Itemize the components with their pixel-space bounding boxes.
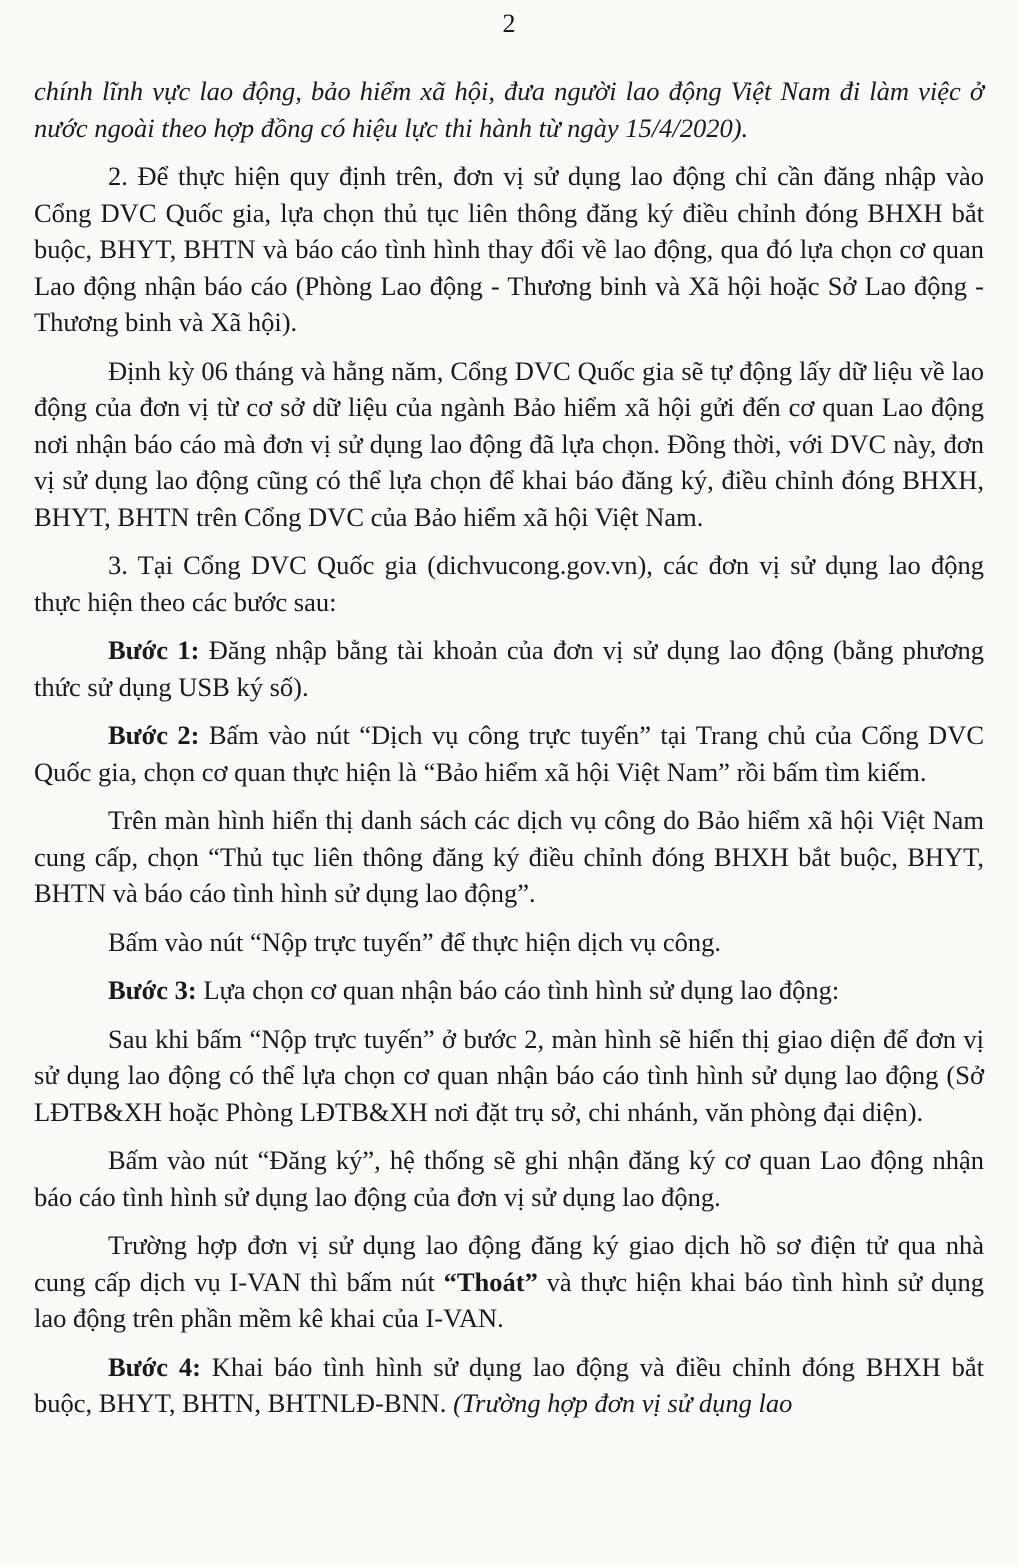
step-3-label: Bước 3:	[108, 975, 197, 1005]
exit-button-label: “Thoát”	[443, 1266, 538, 1297]
step-1-text: Đăng nhập bằng tài khoản của đơn vị sử dụng lao động (bằng phương thức sử dụng USB ký số).	[34, 635, 984, 702]
service-list-paragraph: Trên màn hình hiển thị danh sách các dịch vụ công do Bảo hiểm xã hội Việt Nam cung cấp, chọn “Thủ tục liên thông đăng ký điều chỉnh đóng BHXH bắt buộc, BHYT, BHTN và báo cáo tình hình sử dụng lao động”.	[34, 805, 984, 908]
section-2-paragraph: 2. Để thực hiện quy định trên, đơn vị sử dụng lao động chỉ cần đăng nhập vào Cổng DVC Quốc gia, lựa chọn thủ tục liên thông đăng ký điều chỉnh đóng BHXH bắt buộc, BHYT, BHTN và báo cáo tình hình thay đổi về lao động, qua đó lựa chọn cơ quan Lao động nhận báo cáo (Phòng Lao động - Thương binh và Xã hội hoặc Sở Lao động - Thương binh và Xã hội).	[34, 161, 984, 337]
intro-continuation-paragraph: chính lĩnh vực lao động, bảo hiểm xã hội, đưa người lao động Việt Nam đi làm việc ở nước ngoài theo hợp đồng có hiệu lực thi hành từ ngày 15/4/2020).	[34, 76, 984, 143]
step-4-label: Bước 4:	[108, 1351, 201, 1382]
ivan-text-before: Trường hợp đơn vị sử dụng lao động đăng ký giao dịch hồ sơ điện tử qua nhà cung cấp dịch vụ I-VAN thì bấm nút	[34, 1230, 984, 1297]
step-2-paragraph	[34, 717, 984, 790]
after-submit-paragraph: Sau khi bấm “Nộp trực tuyến” ở bước 2, màn hình sẽ hiển thị giao diện để đơn vị sử dụng lao động có thể lựa chọn cơ quan nhận báo cáo tình hình sử dụng lao động (Sở LĐTB&XH hoặc Phòng LĐTB&XH nơi đặt trụ sở, chi nhánh, văn phòng đại diện).	[34, 1023, 984, 1127]
step-4-text: Khai báo tình hình sử dụng lao động và điều chỉnh đóng BHXH bắt buộc, BHYT, BHTN, BHTNLĐ-BNN.	[34, 1351, 985, 1418]
step-1-paragraph	[34, 632, 984, 705]
ivan-paragraph	[34, 1227, 984, 1337]
step-4-paragraph	[34, 1349, 984, 1422]
step-2-text: Bấm vào nút “Dịch vụ công trực tuyến” tại Trang chủ của Cổng DVC Quốc gia, chọn cơ quan thực hiện là “Bảo hiểm xã hội Việt Nam” rồi bấm tìm kiếm.	[34, 720, 985, 787]
ivan-text-after: và thực hiện khai báo tình hình sử dụng lao động trên phần mềm kê khai của I-VAN.	[34, 1266, 984, 1333]
step-2-label: Bước 2:	[108, 720, 200, 750]
submit-online-paragraph: Bấm vào nút “Nộp trực tuyến” để thực hiện dịch vụ công.	[108, 926, 722, 957]
step-3-paragraph	[34, 972, 984, 1009]
step-4-italic-note: (Trường hợp đơn vị sử dụng lao	[453, 1388, 793, 1418]
register-paragraph: Bấm vào nút “Đăng ký”, hệ thống sẽ ghi nhận đăng ký cơ quan Lao động nhận báo cáo tình hình sử dụng lao động của đơn vị sử dụng lao động.	[34, 1145, 984, 1212]
document-page	[34, 0, 984, 1422]
periodic-report-paragraph: Định kỳ 06 tháng và hằng năm, Cổng DVC Quốc gia sẽ tự động lấy dữ liệu về lao động của đơn vị từ cơ sở dữ liệu của ngành Bảo hiểm xã hội gửi đến cơ quan Lao động nơi nhận báo cáo mà đơn vị sử dụng lao động đã lựa chọn. Đồng thời, với DVC này, đơn vị sử dụng lao động cũng có thể lựa chọn để khai báo đăng ký, điều chỉnh đóng BHXH, BHYT, BHTN trên Cổng DVC của Bảo hiểm xã hội Việt Nam.	[34, 355, 984, 532]
step-1-label: Bước 1:	[108, 635, 200, 665]
step-3-text: Lựa chọn cơ quan nhận báo cáo tình hình sử dụng lao động:	[196, 975, 840, 1005]
page-number: 2	[502, 9, 516, 38]
section-3-paragraph: 3. Tại Cổng DVC Quốc gia (dichvucong.gov.vn), các đơn vị sử dụng lao động thực hiện theo các bước sau:	[34, 550, 984, 617]
